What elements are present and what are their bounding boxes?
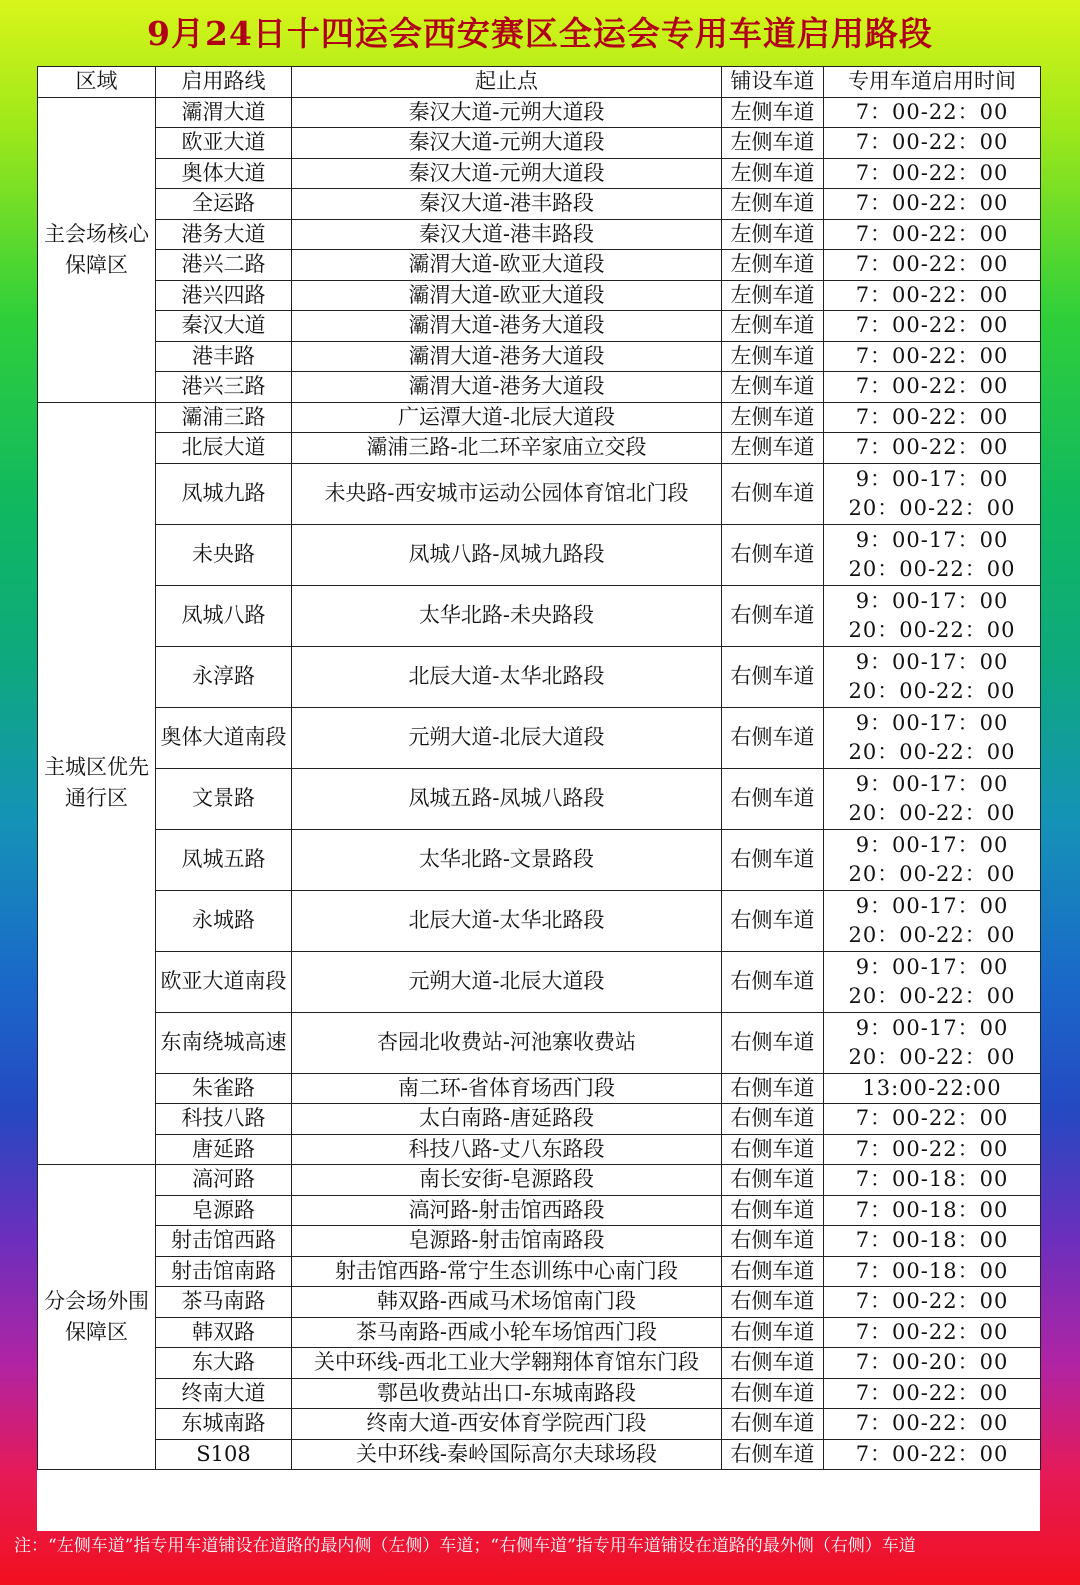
table-row [38, 829, 1041, 890]
time-line: 9：00-17：00 [855, 771, 1009, 796]
table-row [38, 189, 1041, 220]
table-row [38, 707, 1041, 768]
table-row [38, 1409, 1041, 1440]
section-cell: 北辰大道-太华北路段 [292, 890, 722, 951]
time-line: 7：00-22：00 [855, 221, 1009, 246]
lane-cell: 右侧车道 [722, 1073, 824, 1104]
header-time: 专用车道启用时间 [824, 67, 1041, 98]
time-line: 9：00-17：00 [855, 954, 1009, 979]
table-row [38, 768, 1041, 829]
time-cell [824, 341, 1041, 372]
lane-cell: 右侧车道 [722, 1012, 824, 1073]
section-cell: 鄠邑收费站出口-东城南路段 [292, 1378, 722, 1409]
time-cell [824, 1195, 1041, 1226]
section-cell: 皂源路-射击馆南路段 [292, 1226, 722, 1257]
road-cell: 皂源路 [156, 1195, 292, 1226]
lane-cell: 右侧车道 [722, 524, 824, 585]
lane-cell: 左侧车道 [722, 219, 824, 250]
table-row [38, 524, 1041, 585]
road-cell: 港兴二路 [156, 250, 292, 281]
section-cell: 终南大道-西安体育学院西门段 [292, 1409, 722, 1440]
lane-cell: 右侧车道 [722, 1409, 824, 1440]
section-cell: 凤城五路-凤城八路段 [292, 768, 722, 829]
road-cell: 全运路 [156, 189, 292, 220]
time-line: 7：00-22：00 [855, 99, 1009, 124]
section-cell: 杏园北收费站-河池寨收费站 [292, 1012, 722, 1073]
road-cell: 港丰路 [156, 341, 292, 372]
time-cell [824, 1287, 1041, 1318]
time-line: 20：00-22：00 [848, 556, 1016, 581]
zone-cell: 主城区优先通行区 [38, 402, 156, 1165]
table-row [38, 311, 1041, 342]
lane-cell: 左侧车道 [722, 433, 824, 464]
time-line: 7：00-22：00 [855, 435, 1009, 460]
lane-cell: 左侧车道 [722, 311, 824, 342]
time-line: 7：00-22：00 [855, 1411, 1009, 1436]
section-cell: 凤城八路-凤城九路段 [292, 524, 722, 585]
time-line: 7：00-18：00 [855, 1167, 1009, 1192]
road-cell: 灞浦三路 [156, 402, 292, 433]
road-cell: 港兴三路 [156, 372, 292, 403]
time-line: 7：00-22：00 [855, 374, 1009, 399]
table-header-row [38, 67, 1041, 98]
section-cell: 秦汉大道-港丰路段 [292, 219, 722, 250]
time-line: 7：00-22：00 [855, 1106, 1009, 1131]
section-cell: 关中环线-秦岭国际高尔夫球场段 [292, 1439, 722, 1470]
lane-cell: 右侧车道 [722, 707, 824, 768]
page-title: 9月24日十四运会西安赛区全运会专用车道启用路段 [147, 14, 933, 53]
table-row [38, 402, 1041, 433]
time-line: 7：00-22：00 [855, 282, 1009, 307]
lane-cell: 右侧车道 [722, 1287, 824, 1318]
section-cell: 关中环线-西北工业大学翱翔体育馆东门段 [292, 1348, 722, 1379]
time-line: 9：00-17：00 [855, 893, 1009, 918]
road-cell: 唐延路 [156, 1134, 292, 1165]
table-row [38, 158, 1041, 189]
time-line: 20：00-22：00 [848, 1044, 1016, 1069]
table-row [38, 1073, 1041, 1104]
road-cell: 射击馆南路 [156, 1256, 292, 1287]
header-road: 启用路线 [156, 67, 292, 98]
section-cell: 灞渭大道-欧亚大道段 [292, 250, 722, 281]
time-cell [824, 311, 1041, 342]
road-cell: 科技八路 [156, 1104, 292, 1135]
time-cell [824, 280, 1041, 311]
road-cell: 欧亚大道 [156, 128, 292, 159]
time-line: 20：00-22：00 [848, 922, 1016, 947]
table-row [38, 128, 1041, 159]
table-row [38, 1378, 1041, 1409]
header-section: 起止点 [292, 67, 722, 98]
time-cell [824, 1348, 1041, 1379]
time-cell [824, 1104, 1041, 1135]
time-line: 7：00-22：00 [855, 1380, 1009, 1405]
time-line: 7：00-22：00 [855, 1319, 1009, 1344]
section-cell: 韩双路-西咸马术场馆南门段 [292, 1287, 722, 1318]
time-line: 7：00-22：00 [855, 130, 1009, 155]
section-cell: 射击馆西路-常宁生态训练中心南门段 [292, 1256, 722, 1287]
time-cell [824, 1409, 1041, 1440]
section-cell: 太白南路-唐延路段 [292, 1104, 722, 1135]
time-cell [824, 189, 1041, 220]
section-cell: 灞渭大道-港务大道段 [292, 372, 722, 403]
road-cell: 奥体大道 [156, 158, 292, 189]
section-cell: 灞浦三路-北二环辛家庙立交段 [292, 433, 722, 464]
time-cell [824, 463, 1041, 524]
footnote: 注：“左侧车道”指专用车道铺设在道路的最内侧（左侧）车道；“右侧车道”指专用车道铺设在道路的最外侧（右侧）车道 [14, 1536, 916, 1556]
lane-cell: 左侧车道 [722, 250, 824, 281]
time-cell [824, 1165, 1041, 1196]
section-cell: 滈河路-射击馆西路段 [292, 1195, 722, 1226]
section-cell: 秦汉大道-元朔大道段 [292, 128, 722, 159]
road-cell: 射击馆西路 [156, 1226, 292, 1257]
section-cell: 北辰大道-太华北路段 [292, 646, 722, 707]
section-cell: 南二环-省体育场西门段 [292, 1073, 722, 1104]
road-cell: 永淳路 [156, 646, 292, 707]
time-line: 9：00-17：00 [855, 588, 1009, 613]
time-line: 20：00-22：00 [848, 678, 1016, 703]
time-cell [824, 402, 1041, 433]
lane-cell: 左侧车道 [722, 189, 824, 220]
table-row [38, 219, 1041, 250]
road-cell: 东城南路 [156, 1409, 292, 1440]
time-line: 7：00-18：00 [855, 1228, 1009, 1253]
section-cell: 南长安街-皂源路段 [292, 1165, 722, 1196]
time-cell [824, 219, 1041, 250]
table-row [38, 890, 1041, 951]
road-cell: 茶马南路 [156, 1287, 292, 1318]
time-cell [824, 890, 1041, 951]
lane-cell: 右侧车道 [722, 890, 824, 951]
lane-cell: 右侧车道 [722, 1195, 824, 1226]
road-cell: S108 [156, 1439, 292, 1470]
table-row [38, 97, 1041, 128]
road-cell: 港务大道 [156, 219, 292, 250]
time-line: 7：00-22：00 [855, 160, 1009, 185]
time-cell [824, 1012, 1041, 1073]
time-line: 7：00-20：00 [855, 1350, 1009, 1375]
table-row [38, 372, 1041, 403]
time-line: 7：00-22：00 [855, 313, 1009, 338]
lane-cell: 右侧车道 [722, 1348, 824, 1379]
time-line: 7：00-22：00 [855, 1289, 1009, 1314]
time-cell [824, 707, 1041, 768]
section-cell: 秦汉大道-元朔大道段 [292, 158, 722, 189]
section-cell: 广运潭大道-北辰大道段 [292, 402, 722, 433]
table-row [38, 1195, 1041, 1226]
road-cell: 东南绕城高速 [156, 1012, 292, 1073]
section-cell: 秦汉大道-港丰路段 [292, 189, 722, 220]
time-line: 20：00-22：00 [848, 739, 1016, 764]
lane-cell: 右侧车道 [722, 1226, 824, 1257]
section-cell: 科技八路-丈八东路段 [292, 1134, 722, 1165]
lane-cell: 右侧车道 [722, 768, 824, 829]
time-line: 20：00-22：00 [848, 495, 1016, 520]
lane-table-sheet [37, 66, 1040, 1531]
lane-cell: 右侧车道 [722, 1256, 824, 1287]
lane-cell: 右侧车道 [722, 1165, 824, 1196]
time-cell [824, 1226, 1041, 1257]
road-cell: 秦汉大道 [156, 311, 292, 342]
road-cell: 韩双路 [156, 1317, 292, 1348]
lane-cell: 左侧车道 [722, 341, 824, 372]
road-cell: 滈河路 [156, 1165, 292, 1196]
section-cell: 秦汉大道-元朔大道段 [292, 97, 722, 128]
table-row [38, 1256, 1041, 1287]
time-line: 9：00-17：00 [855, 710, 1009, 735]
time-line: 9：00-17：00 [855, 649, 1009, 674]
time-cell [824, 372, 1041, 403]
road-cell: 凤城九路 [156, 463, 292, 524]
table-row [38, 250, 1041, 281]
time-line: 20：00-22：00 [848, 800, 1016, 825]
section-cell: 太华北路-文景路段 [292, 829, 722, 890]
lane-cell: 右侧车道 [722, 951, 824, 1012]
time-line: 9：00-17：00 [855, 1015, 1009, 1040]
table-row [38, 1104, 1041, 1135]
table-row [38, 585, 1041, 646]
road-cell: 朱雀路 [156, 1073, 292, 1104]
lane-cell: 右侧车道 [722, 1439, 824, 1470]
lane-cell: 右侧车道 [722, 829, 824, 890]
time-line: 20：00-22：00 [848, 983, 1016, 1008]
time-line: 7：00-22：00 [855, 404, 1009, 429]
lane-cell: 右侧车道 [722, 1378, 824, 1409]
table-row [38, 646, 1041, 707]
time-line: 7：00-18：00 [855, 1197, 1009, 1222]
table-row [38, 1134, 1041, 1165]
road-cell: 欧亚大道南段 [156, 951, 292, 1012]
time-line: 7：00-22：00 [855, 252, 1009, 277]
table-row [38, 433, 1041, 464]
table-row [38, 951, 1041, 1012]
time-line: 9：00-17：00 [855, 832, 1009, 857]
time-line: 20：00-22：00 [848, 617, 1016, 642]
table-row [38, 1287, 1041, 1318]
time-cell [824, 433, 1041, 464]
table-row [38, 1012, 1041, 1073]
lane-cell: 右侧车道 [722, 585, 824, 646]
time-cell [824, 646, 1041, 707]
section-cell: 茶马南路-西咸小轮车场馆西门段 [292, 1317, 722, 1348]
lane-cell: 右侧车道 [722, 646, 824, 707]
lane-cell: 左侧车道 [722, 97, 824, 128]
time-line: 7：00-22：00 [855, 1136, 1009, 1161]
time-cell [824, 1439, 1041, 1470]
time-line: 7：00-22：00 [855, 343, 1009, 368]
section-cell: 灞渭大道-港务大道段 [292, 311, 722, 342]
lane-table [37, 66, 1041, 1470]
road-cell: 凤城五路 [156, 829, 292, 890]
table-row [38, 1165, 1041, 1196]
section-cell: 未央路-西安城市运动公园体育馆北门段 [292, 463, 722, 524]
table-row [38, 463, 1041, 524]
time-cell [824, 97, 1041, 128]
section-cell: 灞渭大道-欧亚大道段 [292, 280, 722, 311]
table-row [38, 1317, 1041, 1348]
section-cell: 元朔大道-北辰大道段 [292, 951, 722, 1012]
road-cell: 灞渭大道 [156, 97, 292, 128]
time-cell [824, 951, 1041, 1012]
road-cell: 文景路 [156, 768, 292, 829]
road-cell: 北辰大道 [156, 433, 292, 464]
zone-cell: 主会场核心保障区 [38, 97, 156, 402]
time-cell [824, 585, 1041, 646]
time-cell [824, 1256, 1041, 1287]
road-cell: 东大路 [156, 1348, 292, 1379]
time-cell [824, 158, 1041, 189]
road-cell: 凤城八路 [156, 585, 292, 646]
lane-cell: 右侧车道 [722, 1317, 824, 1348]
lane-cell: 右侧车道 [722, 1134, 824, 1165]
time-cell [824, 524, 1041, 585]
lane-cell: 左侧车道 [722, 280, 824, 311]
road-cell: 永城路 [156, 890, 292, 951]
section-cell: 元朔大道-北辰大道段 [292, 707, 722, 768]
time-cell [824, 768, 1041, 829]
time-line: 7：00-22：00 [855, 1441, 1009, 1466]
time-cell [824, 1317, 1041, 1348]
table-body [38, 97, 1041, 1470]
time-line: 7：00-22：00 [855, 191, 1009, 216]
time-cell [824, 1073, 1041, 1104]
table-row [38, 1439, 1041, 1470]
time-cell [824, 128, 1041, 159]
lane-cell: 右侧车道 [722, 463, 824, 524]
time-line: 13:00-22:00 [862, 1075, 1002, 1100]
lane-cell: 左侧车道 [722, 402, 824, 433]
time-line: 7：00-18：00 [855, 1258, 1009, 1283]
time-cell [824, 1378, 1041, 1409]
lane-cell: 左侧车道 [722, 158, 824, 189]
road-cell: 奥体大道南段 [156, 707, 292, 768]
table-row [38, 341, 1041, 372]
table-row [38, 1226, 1041, 1257]
time-cell [824, 1134, 1041, 1165]
header-lane: 铺设车道 [722, 67, 824, 98]
table-row [38, 1348, 1041, 1379]
lane-cell: 左侧车道 [722, 128, 824, 159]
road-cell: 未央路 [156, 524, 292, 585]
time-line: 9：00-17：00 [855, 466, 1009, 491]
time-line: 9：00-17：00 [855, 527, 1009, 552]
time-line: 20：00-22：00 [848, 861, 1016, 886]
table-row [38, 280, 1041, 311]
road-cell: 港兴四路 [156, 280, 292, 311]
header-zone: 区域 [38, 67, 156, 98]
road-cell: 终南大道 [156, 1378, 292, 1409]
time-cell [824, 250, 1041, 281]
zone-cell: 分会场外围保障区 [38, 1165, 156, 1470]
time-cell [824, 829, 1041, 890]
lane-cell: 左侧车道 [722, 372, 824, 403]
lane-cell: 右侧车道 [722, 1104, 824, 1135]
section-cell: 太华北路-未央路段 [292, 585, 722, 646]
section-cell: 灞渭大道-港务大道段 [292, 341, 722, 372]
